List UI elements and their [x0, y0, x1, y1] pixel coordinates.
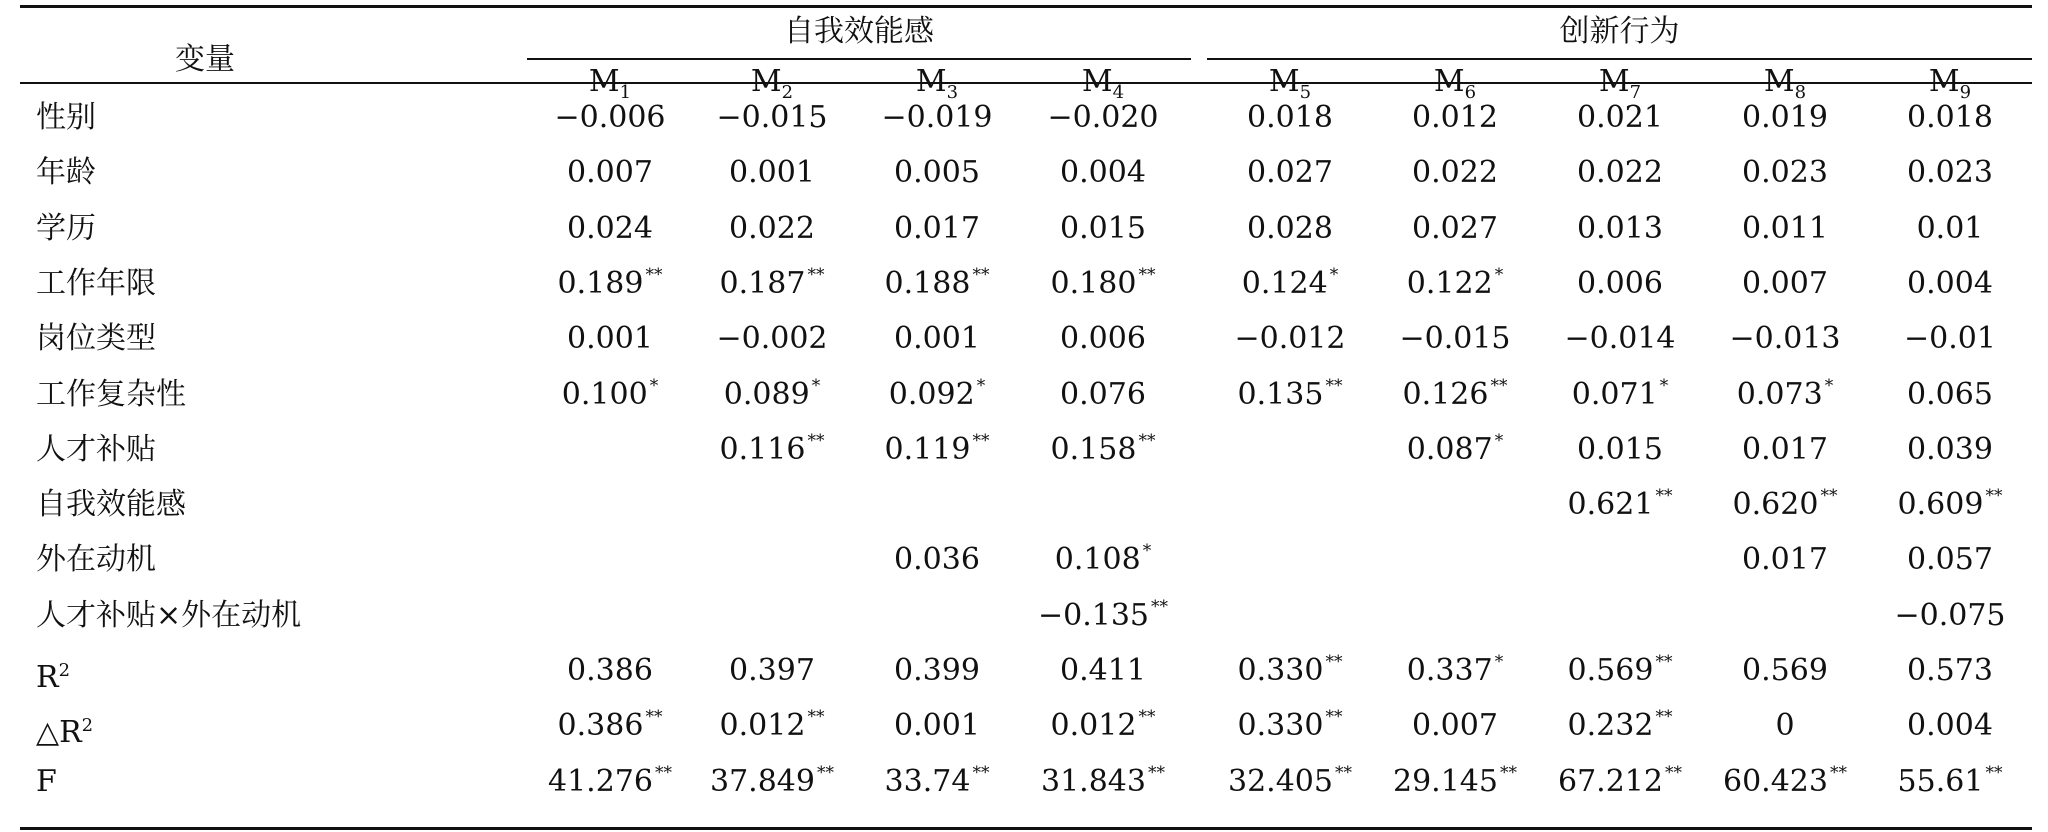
cell-value: 0.399	[894, 653, 980, 688]
table-cell	[530, 155, 690, 191]
cell-value: 0.330	[1237, 653, 1324, 688]
model-header-1: $M_1$	[588, 64, 632, 103]
table-cell	[1870, 432, 2030, 468]
cell-value: 0.004	[1907, 708, 1993, 744]
table-cell	[1540, 764, 1700, 804]
significance-mark: *	[1494, 430, 1504, 451]
cell-value: 32.405	[1228, 763, 1333, 799]
significance-mark: **	[807, 430, 825, 451]
model-header-2: $M_2$	[750, 64, 794, 103]
model-header-4: $M_4$	[1081, 64, 1125, 103]
row-label: 岗位类型	[36, 321, 156, 357]
cell-value: 0.012	[1050, 708, 1137, 744]
table-cell	[1375, 764, 1535, 804]
table-cell	[1375, 321, 1535, 357]
table-cell	[1705, 764, 1865, 804]
table-cell	[1210, 266, 1370, 306]
model-header-8: $M_8$	[1763, 64, 1807, 103]
model-header-3: $M_3$	[915, 64, 959, 103]
cell-value: −0.002	[716, 321, 828, 357]
significance-mark: **	[972, 430, 990, 451]
cell-value: −0.013	[1729, 321, 1841, 357]
table-cell	[1210, 708, 1370, 748]
cell-value: 0.071	[1571, 376, 1658, 412]
cell-value: 0.011	[1742, 210, 1828, 246]
cell-value: 0.004	[1060, 155, 1146, 191]
row-label: $\triangle R^2$	[36, 715, 94, 751]
cell-value: 33.74	[884, 763, 971, 799]
significance-mark: **	[1151, 596, 1169, 617]
cell-value: 0.189	[557, 265, 644, 301]
table-cell	[1210, 155, 1370, 191]
significance-mark: **	[1334, 762, 1352, 783]
table-cell	[692, 764, 852, 804]
cell-value: 0.021	[1577, 100, 1663, 135]
table-cell	[692, 211, 852, 247]
significance-mark: **	[1664, 762, 1682, 783]
model-header-6: $M_6$	[1433, 64, 1477, 103]
cell-value: 0.013	[1577, 210, 1663, 246]
table-cell	[1210, 211, 1370, 247]
significance-mark: **	[645, 707, 663, 728]
cell-value: 0.012	[719, 708, 806, 744]
cell-value: 0.039	[1907, 431, 1993, 467]
table-cell	[857, 211, 1017, 247]
table-cell	[692, 377, 852, 417]
cell-value: 0.180	[1050, 265, 1137, 301]
table-cell	[1023, 598, 1183, 638]
cell-value: 0.569	[1567, 653, 1654, 688]
table-cell	[1540, 211, 1700, 247]
table-cell	[692, 155, 852, 191]
table-cell	[1023, 653, 1183, 689]
table-cell	[1023, 432, 1183, 472]
table-cell	[1540, 487, 1700, 527]
cell-value: 0.087	[1406, 431, 1493, 467]
table-cell	[1375, 266, 1535, 306]
cell-value: −0.014	[1564, 321, 1676, 357]
table-cell	[1705, 542, 1865, 578]
significance-mark: *	[649, 375, 659, 396]
cell-value: 0.232	[1567, 708, 1654, 744]
group-underline-self-efficacy	[527, 58, 1191, 60]
table-cell	[530, 377, 690, 417]
cell-value: 67.212	[1558, 763, 1663, 799]
cell-value: 0	[1775, 708, 1795, 744]
cell-value: 0.022	[729, 210, 815, 246]
significance-mark: **	[1325, 707, 1343, 728]
row-label: 工作复杂性	[36, 376, 186, 412]
table-cell	[857, 764, 1017, 804]
significance-mark: **	[1655, 707, 1673, 728]
row-label: 人才补贴	[36, 431, 156, 467]
cell-value: 0.004	[1907, 265, 1993, 301]
table-cell	[1870, 542, 2030, 578]
table-cell	[1870, 266, 2030, 302]
significance-mark: *	[1494, 264, 1504, 285]
row-label: $R^2$	[36, 660, 71, 695]
cell-value: 0.187	[719, 265, 806, 301]
table-cell	[1210, 321, 1370, 357]
table-cell	[1023, 542, 1183, 582]
table-cell	[857, 266, 1017, 306]
table-cell	[857, 321, 1017, 357]
significance-mark: **	[654, 762, 672, 783]
table-cell	[1375, 708, 1535, 744]
significance-mark: *	[976, 375, 986, 396]
table-cell	[530, 266, 690, 306]
cell-value: 0.092	[888, 376, 975, 412]
cell-value: 0.076	[1060, 376, 1146, 412]
cell-value: 0.386	[567, 653, 653, 688]
table-cell	[1375, 100, 1535, 136]
cell-value: 0.007	[567, 155, 653, 191]
model-header-9: $M_9$	[1928, 64, 1972, 103]
table-cell	[1540, 266, 1700, 302]
cell-value: 0.015	[1060, 210, 1146, 246]
table-cell	[692, 321, 852, 357]
significance-mark: **	[1829, 762, 1847, 783]
table-cell	[857, 653, 1017, 689]
table-cell	[530, 764, 690, 804]
cell-value: 0.158	[1050, 431, 1137, 467]
table-cell	[1375, 432, 1535, 472]
cell-value: 0.023	[1742, 155, 1828, 191]
cell-value: 0.017	[894, 210, 980, 246]
cell-value: 0.188	[884, 265, 971, 301]
row-label: 性别	[36, 100, 96, 135]
table-cell	[857, 432, 1017, 472]
table-cell	[1870, 598, 2030, 634]
significance-mark: **	[1138, 707, 1156, 728]
row-label: F	[36, 763, 57, 799]
row-label: 自我效能感	[36, 487, 186, 523]
table-cell	[1870, 211, 2030, 247]
cell-value: 0.135	[1237, 376, 1324, 412]
significance-mark: **	[1490, 375, 1508, 396]
cell-value: 0.119	[884, 431, 971, 467]
table-cell	[692, 432, 852, 472]
cell-value: 0.005	[894, 155, 980, 191]
table-cell	[857, 155, 1017, 191]
table-cell	[692, 266, 852, 306]
significance-mark: *	[1659, 375, 1669, 396]
cell-value: 0.116	[719, 431, 806, 467]
cell-value: 0.023	[1907, 155, 1993, 191]
cell-value: 37.849	[710, 763, 815, 799]
cell-value: 0.065	[1907, 376, 1993, 412]
table-cell	[1870, 708, 2030, 744]
table-cell	[1023, 321, 1183, 357]
table-cell	[1375, 377, 1535, 417]
table-cell	[1540, 708, 1700, 748]
cell-value: 0.017	[1742, 542, 1828, 578]
group-underline-innovation	[1207, 58, 2032, 60]
significance-mark: **	[1655, 486, 1673, 507]
cell-value: 0.006	[1577, 265, 1663, 301]
cell-value: 0.397	[729, 653, 815, 688]
bottom-rule	[20, 827, 2032, 830]
cell-value: 0.337	[1406, 653, 1493, 688]
table-cell	[1023, 708, 1183, 748]
cell-value: 0.006	[1060, 321, 1146, 357]
cell-value: 0.386	[557, 708, 644, 744]
cell-value: −0.019	[881, 100, 993, 135]
table-cell	[857, 377, 1017, 417]
group-header-self-efficacy: 自我效能感	[784, 14, 934, 49]
significance-mark: **	[816, 762, 834, 783]
table-cell	[1210, 653, 1370, 693]
corner-label: 变量	[175, 42, 235, 77]
table-cell	[1870, 487, 2030, 527]
cell-value: 0.01	[1916, 210, 1984, 246]
cell-value: 0.001	[894, 708, 980, 744]
significance-mark: *	[1494, 652, 1504, 672]
cell-value: 31.843	[1041, 763, 1146, 799]
cell-value: 0.001	[894, 321, 980, 357]
significance-mark: **	[1325, 652, 1343, 672]
cell-value: 0.073	[1736, 376, 1823, 412]
cell-value: 0.001	[729, 155, 815, 191]
table-cell	[857, 708, 1017, 744]
table-cell	[1540, 432, 1700, 468]
table-cell	[530, 100, 690, 136]
significance-mark: **	[807, 707, 825, 728]
table-cell	[1705, 155, 1865, 191]
model-header-7: $M_7$	[1598, 64, 1642, 103]
table-cell	[1023, 266, 1183, 306]
table-cell	[1540, 321, 1700, 357]
cell-value: 0.573	[1907, 653, 1993, 688]
top-rule	[20, 5, 2032, 8]
cell-value: 0.022	[1577, 155, 1663, 191]
table-cell	[1210, 100, 1370, 136]
table-cell	[1023, 764, 1183, 804]
table-cell	[1705, 211, 1865, 247]
table-cell	[1023, 211, 1183, 247]
table-cell	[1210, 377, 1370, 417]
table-cell	[530, 708, 690, 748]
cell-value: 0.330	[1237, 708, 1324, 744]
cell-value: 0.022	[1412, 155, 1498, 191]
cell-value: 0.569	[1742, 653, 1828, 688]
table-cell	[1705, 377, 1865, 417]
cell-value: 0.609	[1897, 487, 1984, 523]
cell-value: 0.057	[1907, 542, 1993, 578]
cell-value: 0.015	[1577, 431, 1663, 467]
group-header-innovation: 创新行为	[1559, 14, 1680, 49]
significance-mark: *	[1329, 264, 1339, 285]
significance-mark: **	[807, 264, 825, 285]
cell-value: 0.027	[1412, 210, 1498, 246]
significance-mark: **	[1820, 486, 1838, 507]
cell-value: −0.135	[1037, 597, 1150, 633]
table-cell	[1870, 155, 2030, 191]
cell-value: −0.012	[1234, 321, 1346, 357]
cell-value: −0.015	[716, 100, 828, 135]
table-cell	[1705, 266, 1865, 302]
cell-value: 0.621	[1567, 487, 1654, 523]
table-cell	[530, 653, 690, 689]
cell-value: 0.019	[1742, 100, 1828, 135]
cell-value: 29.145	[1393, 763, 1498, 799]
table-cell	[1023, 155, 1183, 191]
cell-value: 0.018	[1247, 100, 1333, 135]
table-cell	[530, 321, 690, 357]
cell-value: 0.108	[1054, 542, 1141, 578]
cell-value: 0.028	[1247, 210, 1333, 246]
significance-mark: **	[1325, 375, 1343, 396]
cell-value: 0.007	[1742, 265, 1828, 301]
significance-mark: **	[1147, 762, 1165, 783]
table-cell	[1540, 653, 1700, 693]
model-header-5: $M_5$	[1268, 64, 1312, 103]
table-cell	[1705, 100, 1865, 136]
cell-value: 0.018	[1907, 100, 1993, 135]
cell-value: −0.006	[554, 100, 666, 135]
table-cell	[1705, 487, 1865, 527]
cell-value: 0.017	[1742, 431, 1828, 467]
cell-value: 0.012	[1412, 100, 1498, 135]
significance-mark: *	[1824, 375, 1834, 396]
cell-value: 0.001	[567, 321, 653, 357]
table-cell	[1705, 321, 1865, 357]
cell-value: −0.075	[1894, 597, 2006, 633]
table-cell	[1540, 155, 1700, 191]
cell-value: 0.411	[1060, 653, 1146, 688]
cell-value: 0.100	[561, 376, 648, 412]
table-cell	[1705, 432, 1865, 468]
cell-value: 41.276	[548, 763, 653, 799]
table-cell	[692, 100, 852, 136]
table-cell	[857, 542, 1017, 578]
table-cell	[692, 653, 852, 689]
significance-mark: **	[972, 762, 990, 783]
cell-value: 0.126	[1402, 376, 1489, 412]
cell-value: 0.122	[1406, 265, 1493, 301]
row-label: 学历	[36, 210, 96, 246]
table-cell	[857, 100, 1017, 136]
cell-value: 60.423	[1723, 763, 1828, 799]
row-label: 年龄	[36, 155, 96, 191]
table-cell	[1870, 764, 2030, 804]
cell-value: 0.620	[1732, 487, 1819, 523]
table-cell	[1870, 100, 2030, 136]
table-cell	[1705, 653, 1865, 689]
table-cell	[1540, 100, 1700, 136]
cell-value: 0.089	[723, 376, 810, 412]
table-cell	[1870, 653, 2030, 689]
table-cell	[692, 708, 852, 748]
table-cell	[1375, 211, 1535, 247]
table-cell	[1540, 377, 1700, 417]
table-cell	[1870, 377, 2030, 413]
table-cell	[1210, 764, 1370, 804]
table-cell	[1375, 155, 1535, 191]
cell-value: −0.020	[1047, 100, 1159, 135]
cell-value: 0.124	[1241, 265, 1328, 301]
significance-mark: **	[1985, 762, 2003, 783]
row-label: 工作年限	[36, 265, 156, 301]
cell-value: −0.015	[1399, 321, 1511, 357]
significance-mark: **	[972, 264, 990, 285]
row-label: 人才补贴×外在动机	[36, 597, 302, 633]
cell-value: 0.024	[567, 210, 653, 246]
significance-mark: **	[1985, 486, 2003, 507]
significance-mark: **	[645, 264, 663, 285]
table-cell	[1023, 100, 1183, 136]
cell-value: 0.036	[894, 542, 980, 578]
cell-value: 0.027	[1247, 155, 1333, 191]
significance-mark: **	[1499, 762, 1517, 783]
significance-mark: *	[811, 375, 821, 396]
significance-mark: **	[1138, 264, 1156, 285]
row-label: 外在动机	[36, 542, 156, 578]
cell-value: 55.61	[1897, 763, 1984, 799]
table-cell	[1375, 653, 1535, 693]
cell-value: 0.007	[1412, 708, 1498, 744]
significance-mark: **	[1138, 430, 1156, 451]
table-cell	[1023, 377, 1183, 413]
significance-mark: **	[1655, 652, 1673, 672]
significance-mark: *	[1142, 541, 1152, 562]
table-cell	[1705, 708, 1865, 744]
cell-value: −0.01	[1904, 321, 1996, 357]
table-cell	[1870, 321, 2030, 357]
table-cell	[530, 211, 690, 247]
